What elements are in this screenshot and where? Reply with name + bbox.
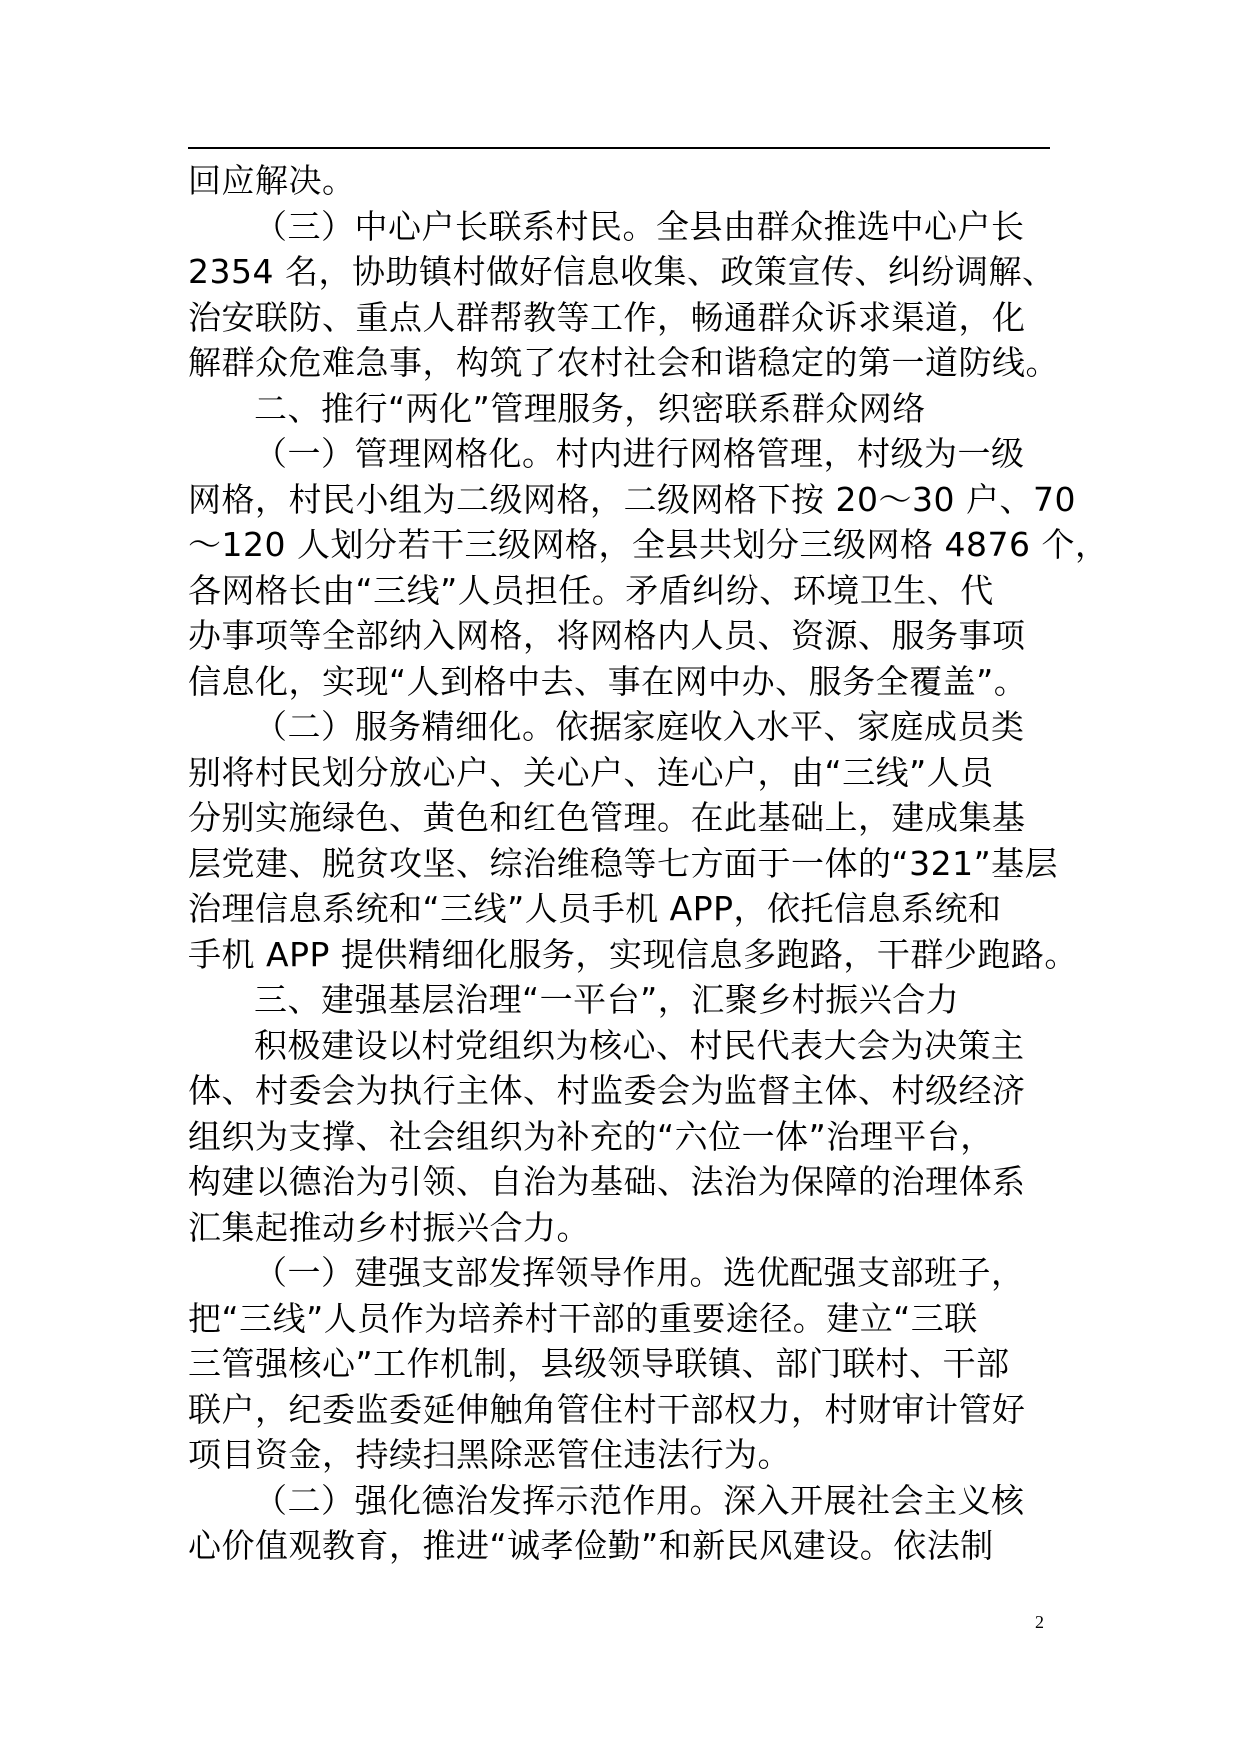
text-line: 汇集起推动乡村振兴合力。 [188,1207,590,1247]
text-line: 联户，纪委监委延伸触角管住村干部权力，村财审计管好 [188,1389,1026,1429]
text-line: 三管强核心”工作机制，县级领导联镇、部门联村、干部 [188,1344,1010,1383]
text-line: 组织为支撑、社会组织为补充的“六位一体”治理平台， [188,1116,994,1156]
text-line: 回应解决。 [188,161,356,200]
text-line: 各网格长由“三线”人员担任。矛盾纠纷、环境卫生、代 [188,570,994,610]
text-line: 层党建、脱贫攻坚、综治维稳等七方面于一体的“321”基层 [188,843,1059,883]
section-item-1: （一）建强支部发挥领导作用。选优配强支部班子， [254,1253,1025,1292]
text-line: 把“三线”人员作为培养村干部的重要途径。建立“三联 [188,1298,978,1338]
text-line: 构建以德治为引领、自治为基础、法治为保障的治理体系 [188,1162,1026,1201]
text-line: 网格，村民小组为二级网格，二级网格下按 20～30 户、70 [188,479,1076,519]
text-line: 办事项等全部纳入网格，将网格内人员、资源、服务事项 [188,616,1026,655]
section-heading-3: 三、建强基层治理“一平台”，汇聚乡村振兴合力 [254,980,960,1019]
text-line: 体、村委会为执行主体、村监委会为监督主体、村级经济 [188,1071,1026,1110]
text-line: 治安联防、重点人群帮教等工作，畅通群众诉求渠道，化 [188,297,1026,337]
text-line: 信息化，实现“人到格中去、事在网中办、服务全覆盖”。 [188,661,1028,701]
text-line: 心价值观教育，推进“诚孝俭勤”和新民风建设。依法制 [188,1526,994,1565]
text-line: 2354 名，协助镇村做好信息收集、政策宣传、纠纷调解、 [188,252,1056,291]
paragraph-start: 积极建设以村党组织为核心、村民代表大会为决策主 [254,1025,1025,1065]
section-item-2: （二）服务精细化。依据家庭收入水平、家庭成员类 [254,707,1025,746]
header-rule [188,147,1050,149]
document-body [188,158,1109,1569]
text-line: ～120 人划分若干三级网格，全县共划分三级网格 4876 个， [188,525,1109,564]
text-line: 分别实施绿色、黄色和红色管理。在此基础上，建成集基 [188,798,1026,837]
text-line: 别将村民划分放心户、关心户、连心户，由“三线”人员 [188,752,994,792]
section-item-1: （一）管理网格化。村内进行网格管理，村级为一级 [254,434,1025,473]
text-line: 项目资金，持续扫黑除恶管住违法行为。 [188,1435,791,1474]
page-number: 2 [1035,1612,1044,1632]
text-line: 治理信息系统和“三线”人员手机 APP，依托信息系统和 [188,889,1002,928]
text-line: 解群众危难急事，构筑了农村社会和谐稳定的第一道防线。 [188,343,1059,382]
section-item-3: （三）中心户长联系村民。全县由群众推选中心户长 [254,206,1025,246]
text-line: 手机 APP 提供精细化服务，实现信息多跑路，干群少跑路。 [188,934,1078,974]
section-item-2: （二）强化德治发挥示范作用。深入开展社会主义核 [254,1480,1025,1520]
section-heading-2: 二、推行“两化”管理服务，织密联系群众网络 [254,388,926,428]
